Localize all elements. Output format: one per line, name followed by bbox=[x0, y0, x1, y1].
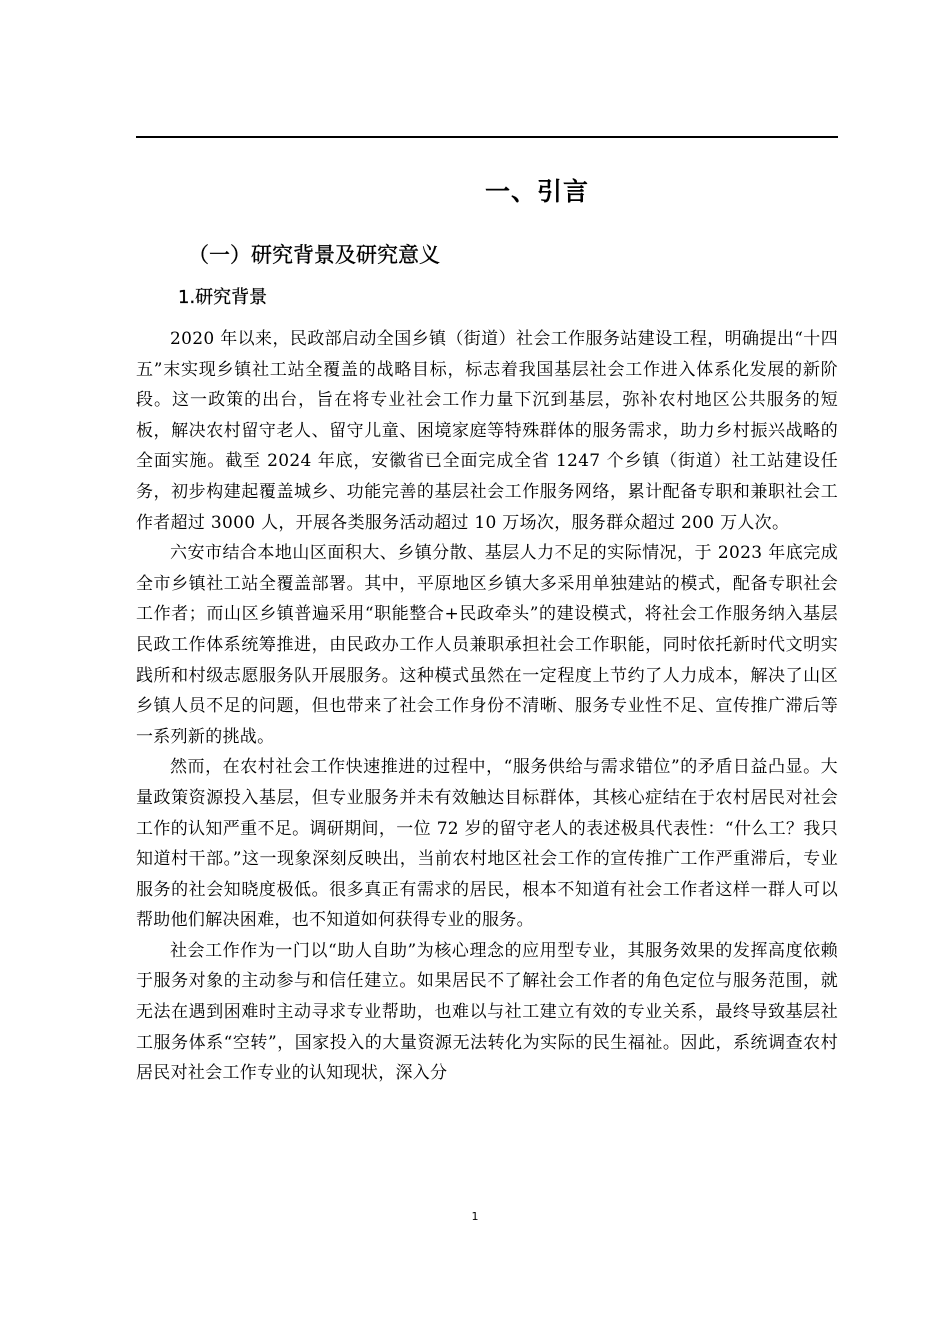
section-title: （一）研究背景及研究意义 bbox=[188, 243, 440, 267]
page-number: 1 bbox=[471, 1210, 479, 1223]
paragraph: 社会工作作为一门以“助人自助”为核心理念的应用型专业，其服务效果的发挥高度依赖于服务对象的主动参与和信任建立。如果居民不了解社会工作者的角色定位与服务范围，就无法在遇到困难时主动寻求专业帮助，也难以与社工建立有效的专业关系，最终导致基层社工服务体系“空转”，国家投入的大量资源无法转化为实际的民生福祉。因此，系统调查农村居民对社会工作专业的认知现状，深入分 bbox=[136, 940, 838, 1084]
header-rule bbox=[136, 136, 838, 138]
chapter-title: 一、引言 bbox=[484, 177, 589, 206]
subsection-title: 1.研究背景 bbox=[178, 287, 268, 308]
paragraph: 然而，在农村社会工作快速推进的过程中，“服务供给与需求错位”的矛盾日益凸显。大量政策资源投入基层，但专业服务并未有效触达目标群体，其核心症结在于农村居民对社会工作的认知严重不足。调研期间，一位 72 岁的留守老人的表述极具代表性：“什么工？我只知道村干部。”这一现象深刻反映出，当前农村地区社会工作的宣传推广工作严重滞后，专业服务的社会知晓度极低。很多真正有需求的居民，根本不知道有社会工作者这样一群人可以帮助他们解决困难，也不知道如何获得专业的服务。 bbox=[136, 757, 838, 931]
paragraph: 六安市结合本地山区面积大、乡镇分散、基层人力不足的实际情况，于 2023 年底完成全市乡镇社工站全覆盖部署。其中，平原地区乡镇大多采用单独建站的模式，配备专职社会工作者；而山区乡镇普遍采用“职能整合+民政牵头”的建设模式，将社会工作服务纳入基层民政工作体系统筹推进，由民政办工作人员兼职承担社会工作职能，同时依托新时代文明实践所和村级志愿服务队开展服务。这种模式虽然在一定程度上节约了人力成本，解决了山区乡镇人员不足的问题，但也带来了社会工作身份不清晰、服务专业性不足、宣传推广滞后等一系列新的挑战。 bbox=[136, 543, 838, 747]
paragraph: 2020 年以来，民政部启动全国乡镇（街道）社会工作服务站建设工程，明确提出“十四五”末实现乡镇社工站全覆盖的战略目标，标志着我国基层社会工作进入体系化发展的新阶段。这一政策的出台，旨在将专业社会工作力量下沉到基层，弥补农村地区公共服务的短板，解决农村留守老人、留守儿童、困境家庭等特殊群体的服务需求，助力乡村振兴战略的全面实施。截至 2024 年底，安徽省已全面完成全省 1247 个乡镇（街道）社工站建设任务，初步构建起覆盖城乡、功能完善的基层社会工作服务网络，累计配备专职和兼职社会工作者超过 3000 人，开展各类服务活动超过 10 万场次，服务群众超过 200 万人次。 bbox=[136, 329, 839, 533]
body-text bbox=[136, 324, 838, 1089]
